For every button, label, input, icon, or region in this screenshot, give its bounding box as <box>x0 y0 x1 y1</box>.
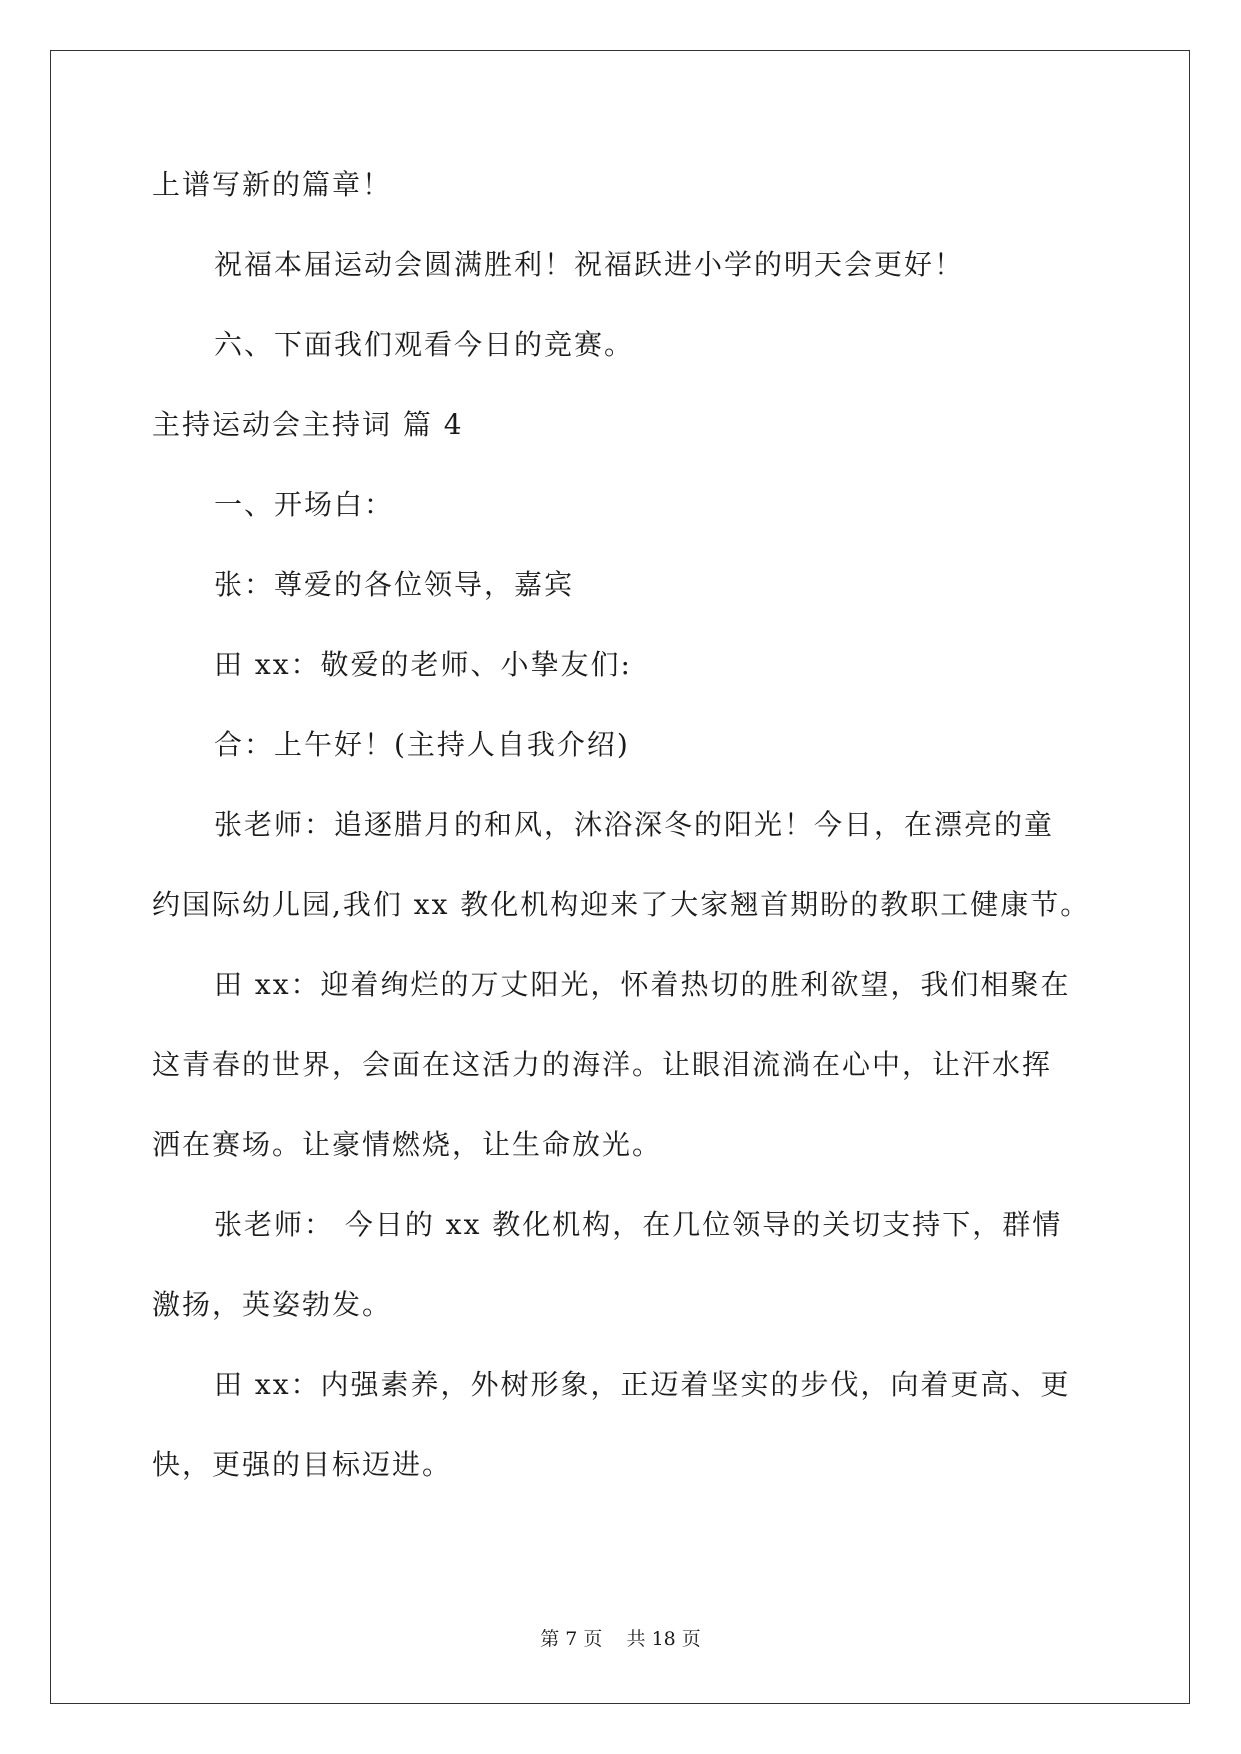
paragraph-line: 约国际幼儿园,我们 xx 教化机构迎来了大家翘首期盼的教职工健康节。 <box>152 888 1091 921</box>
paragraph-line: 快，更强的目标迈进。 <box>152 1448 453 1481</box>
paragraph-line: 激扬，英姿勃发。 <box>152 1288 393 1321</box>
paragraph-line: 田 xx：迎着绚烂的万丈阳光，怀着热切的胜利欲望，我们相聚在 <box>214 968 1071 1001</box>
paragraph-line: 上谱写新的篇章！ <box>152 168 393 201</box>
paragraph-line: 张老师：追逐腊月的和风，沐浴深冬的阳光！今日，在漂亮的童 <box>214 808 1055 841</box>
paragraph-line: 田 xx：内强素养，外树形象，正迈着坚实的步伐，向着更高、更 <box>214 1368 1071 1401</box>
page-number-footer: 第 7 页 共 18 页 <box>540 1628 701 1650</box>
paragraph-line: 祝福本届运动会圆满胜利！祝福跃进小学的明天会更好！ <box>214 248 965 281</box>
paragraph-line: 田 xx：敬爱的老师、小挚友们: <box>214 648 632 681</box>
paragraph-line: 六、下面我们观看今日的竞赛。 <box>214 328 635 361</box>
paragraph-line: 张：尊爱的各位领导，嘉宾 <box>214 568 575 601</box>
paragraph-line: 张老师： 今日的 xx 教化机构，在几位领导的关切支持下，群情 <box>214 1208 1063 1241</box>
paragraph-line: 一、开场白： <box>214 488 395 521</box>
paragraph-line: 合：上午好！(主持人自我介绍) <box>214 728 630 761</box>
paragraph-line: 这青春的世界，会面在这活力的海洋。让眼泪流淌在心中，让汗水挥 <box>152 1048 1053 1081</box>
paragraph-line: 洒在赛场。让豪情燃烧，让生命放光。 <box>152 1128 663 1161</box>
section-heading: 主持运动会主持词 篇 4 <box>152 408 464 441</box>
